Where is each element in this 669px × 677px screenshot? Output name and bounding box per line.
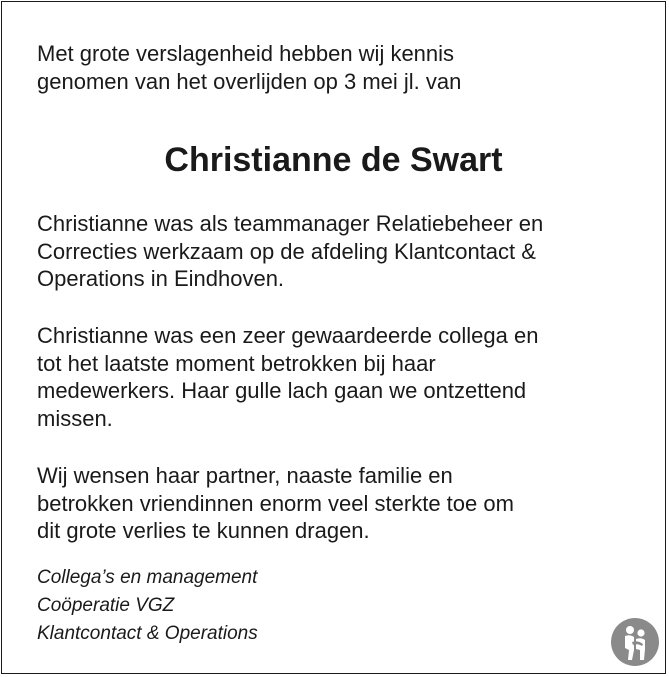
deceased-name: Christianne de Swart bbox=[164, 141, 503, 179]
intro-text: Met grote verslagenheid hebben wij kennis genomen van het overlijden op 3 mei jl. van bbox=[37, 41, 462, 94]
signature-block bbox=[37, 564, 258, 648]
signature-line-organization: Coöperatie VGZ bbox=[37, 595, 175, 616]
paragraph-role: Christianne was als teammanager Relatiebeheer en Correcties werkzaam op de afdeling Klantcontact & Operations in Eindhoven. bbox=[37, 211, 544, 291]
paragraph-appreciation: Christianne was een zeer gewaardeerde collega en tot het laatste moment betrokken bij haar medewerkers. Haar gulle lach gaan we ontzettend missen. bbox=[37, 323, 539, 431]
embracing-figures-icon bbox=[611, 618, 659, 666]
signature-line-colleagues: Collega’s en management bbox=[37, 567, 258, 588]
obituary-card bbox=[1, 1, 666, 674]
signature-line-department: Klantcontact & Operations bbox=[37, 623, 258, 644]
paragraph-condolence: Wij wensen haar partner, naaste familie en betrokken vriendinnen enorm veel sterkte toe om dit grote verlies te kunnen dragen. bbox=[37, 463, 514, 543]
